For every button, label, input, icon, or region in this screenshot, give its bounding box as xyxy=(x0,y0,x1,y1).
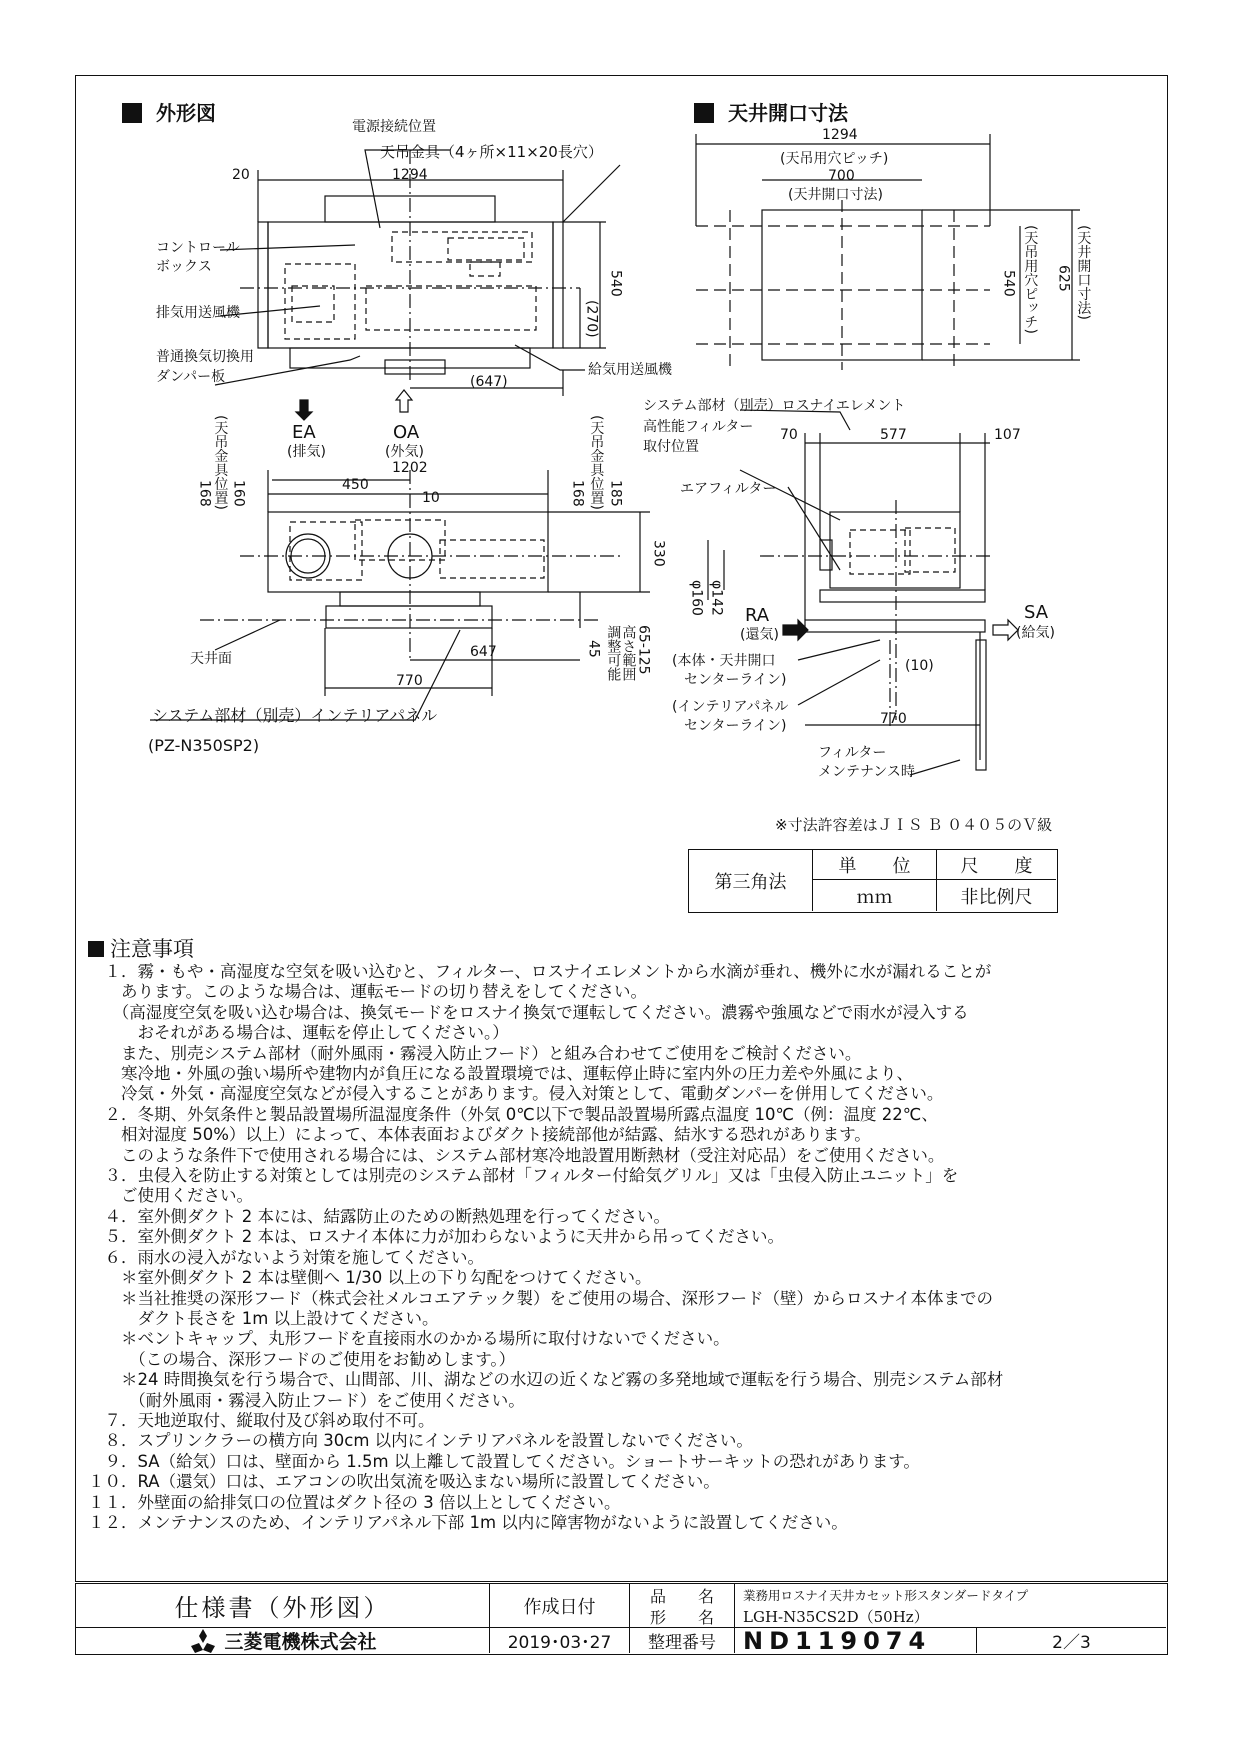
notes-list xyxy=(88,962,1158,1533)
scale-value: 非比例尺 xyxy=(960,886,1033,908)
label-center1-b: センターライン) xyxy=(684,672,787,688)
notes-section xyxy=(88,936,1158,1533)
dim-160: 160 xyxy=(230,480,247,507)
label-supply-fan: 給気用送風機 xyxy=(588,362,672,378)
dim-450: 450 xyxy=(342,477,369,493)
unit-side-outline xyxy=(830,512,960,588)
label-system-element: システム部材（別売）ロスナイエレメント xyxy=(643,398,906,414)
label-adjust-2: 高さ範囲 xyxy=(620,625,637,681)
label-control-box-1: コントロール xyxy=(156,240,240,256)
note-line: 相対湿度 50%）以上）によって、本体表面およびダクト接続部他が結露、結氷する恐れがあります。 xyxy=(88,1125,871,1145)
note-line: １１．外壁面の給排気口の位置はダクト径の 3 倍以上としてください。 xyxy=(88,1492,621,1512)
note-line: ２．冬期、外気条件と製品設置場所温湿度条件（外気 0℃以下で製品設置場所露点温度 10℃（例：温度 22℃、 xyxy=(88,1104,938,1124)
label-maint-1: フィルター xyxy=(818,745,887,761)
label-hanger-pos-left: (天吊金具位置) xyxy=(212,415,229,510)
note-line: ５．室外側ダクト 2 本は、ロスナイ本体に力が加わらないように天井から吊ってください。 xyxy=(88,1227,785,1247)
title-block xyxy=(75,1583,1168,1655)
label-hanger-pos-right: (天吊金具位置) xyxy=(588,415,605,510)
dim-540-ceiling: 540 xyxy=(1000,270,1017,297)
section-ceiling-title: 天井開口寸法 xyxy=(728,101,848,125)
dim-168-right: 168 xyxy=(569,480,586,507)
label-opening: (天井開口寸法) xyxy=(788,187,883,203)
note-line: （この場合、深形フードのご使用をお勧めします。） xyxy=(88,1349,516,1369)
dim-107: 107 xyxy=(994,427,1021,443)
label-filter-2: 取付位置 xyxy=(643,439,699,455)
product-name: 業務用ロスナイ天井カセット形スタンダードタイプ xyxy=(743,1588,1029,1603)
label-ra-sub: (還気) xyxy=(740,627,779,643)
note-line: ご使用ください。 xyxy=(88,1186,253,1206)
note-line: １０．RA（還気）口は、エアコンの吹出気流を吸込まない場所に設置してください。 xyxy=(88,1472,720,1492)
dim-700: 700 xyxy=(828,168,855,184)
note-line: ＊24 時間換気を行う場合で、山間部、川、湖などの水辺の近くなど霧の多発地域で運転を行う場合、別売システム部材 xyxy=(88,1370,1004,1390)
note-line: あります。このような場合は、運転モードの切り替えをしてください。 xyxy=(88,982,648,1002)
label-center2-b: センターライン) xyxy=(684,718,787,734)
dim-1294-ceiling: 1294 xyxy=(822,127,858,143)
square-bullet-icon xyxy=(694,103,714,123)
projection-table xyxy=(688,849,1058,913)
note-line: ４．室外側ダクト 2 本には、結露防止のための断熱処理を行ってください。 xyxy=(88,1206,670,1226)
unit-header: 単 位 xyxy=(813,850,937,880)
dim-168-left: 168 xyxy=(196,480,213,507)
label-sa-sub: (給気) xyxy=(1016,625,1055,641)
scale-header: 尺 度 xyxy=(937,850,1056,880)
section-outline-title: 外形図 xyxy=(156,101,216,125)
section-outline-header xyxy=(122,97,216,126)
ref-label: 整理番号 xyxy=(630,1628,735,1653)
note-line: 冷気・外気・高湿度空気などが侵入することがあります。侵入対策として、電動ダンパーを併用してください。 xyxy=(88,1084,944,1104)
dim-577: 577 xyxy=(880,427,907,443)
doc-title: 仕様書（外形図） xyxy=(76,1584,490,1628)
label-sa: SA xyxy=(1024,602,1049,623)
dim-270: (270) xyxy=(583,300,600,338)
dim-20: 20 xyxy=(232,167,250,183)
note-line: おそれがある場合は、運転を停止してください。） xyxy=(88,1023,509,1043)
note-line: １２．メンテナンスのため、インテリアパネル下部 1m 以内に障害物がないように設置してください。 xyxy=(88,1512,848,1532)
dim-625: 625 xyxy=(1055,265,1072,292)
label-ra: RA xyxy=(745,605,770,626)
date-value: 2019･03･27 xyxy=(490,1628,630,1653)
dim-647-paren: (647) xyxy=(470,374,508,390)
note-line: ８．スプリンクラーの横方向 30cm 以内にインテリアパネルを設置しないでください。 xyxy=(88,1431,753,1451)
company-name: 三菱電機株式会社 xyxy=(224,1631,377,1653)
date-label: 作成日付 xyxy=(490,1584,630,1628)
dim-10: 10 xyxy=(422,490,440,506)
ref-number: ND119074 xyxy=(735,1628,977,1653)
label-damper-1: 普通換気切換用 xyxy=(156,349,254,365)
label-exhaust-fan: 排気用送風機 xyxy=(156,305,240,321)
label-air-filter: エアフィルター xyxy=(680,481,777,497)
label-power-pos: 電源接続位置 xyxy=(352,119,436,135)
model-number: LGH-N35CS2D（50Hz） xyxy=(735,1606,1166,1628)
label-control-box-2: ボックス xyxy=(156,259,212,275)
product-name-label: 品 名 xyxy=(630,1584,735,1606)
note-line: このような条件下で使用される場合には、システム部材寒冷地設置用断熱材（受注対応品）をご使用ください。 xyxy=(88,1145,945,1165)
label-hanger: 天吊金具（4ヶ所×11×20長穴） xyxy=(380,143,603,161)
dim-647-front: 647 xyxy=(470,644,497,660)
mitsubishi-logo-icon xyxy=(188,1629,218,1653)
square-bullet-icon xyxy=(122,103,142,123)
dim-770-side: 770 xyxy=(880,711,907,727)
label-damper-2: ダンパー板 xyxy=(156,369,226,385)
label-range: 65-125 xyxy=(635,625,652,675)
label-panel: システム部材（別売）インテリアパネル xyxy=(152,706,438,725)
label-pitch: (天吊用穴ピッチ) xyxy=(780,151,889,167)
square-bullet-icon xyxy=(88,941,104,957)
model-label: 形 名 xyxy=(630,1606,735,1628)
dim-10-paren: (10) xyxy=(905,658,934,674)
label-ceiling-face: 天井面 xyxy=(190,651,232,667)
label-center2-a: (インテリアパネル xyxy=(672,699,789,715)
note-line: ７．天地逆取付、縦取付及び斜め取付不可。 xyxy=(88,1410,435,1430)
dim-330: 330 xyxy=(650,540,667,567)
page-number: 2／3 xyxy=(1052,1633,1091,1653)
dim-45: 45 xyxy=(585,640,602,658)
note-line: ３．虫侵入を防止する対策としては別売のシステム部材「フィルター付給気グリル」又は「虫侵入防止ユニット」を xyxy=(88,1166,959,1186)
label-pitch-v: (天吊用穴ピッチ) xyxy=(1022,225,1039,334)
dim-1202: 1202 xyxy=(392,460,428,476)
dim-70: 70 xyxy=(780,427,798,443)
note-line: ＊室外側ダクト 2 本は壁側へ 1/30 以上の下り勾配をつけてください。 xyxy=(88,1268,652,1288)
label-maint-2: メンテナンス時 xyxy=(818,764,915,780)
label-ea-sub: (排気) xyxy=(287,444,326,460)
dim-phi142: φ142 xyxy=(708,580,725,616)
label-oa: OA xyxy=(393,422,420,443)
label-opening-v: (天井開口寸法) xyxy=(1075,225,1092,320)
note-line: ６．雨水の浸入がないよう対策を施してください。 xyxy=(88,1247,484,1267)
note-line: １．霧・もや・高湿度な空気を吸い込むと、フィルター、ロスナイエレメントから水滴が垂れ、機外に水が漏れることが xyxy=(88,962,992,981)
label-center1-a: (本体・天井開口 xyxy=(672,653,776,669)
section-ceiling-header xyxy=(694,97,848,126)
tolerance-note: ※寸法許容差はＪＩＳ Ｂ ０４０５のＶ級 xyxy=(775,816,1053,834)
note-line: ダクト長さを 1m 以上設けてください。 xyxy=(88,1308,439,1328)
dim-185: 185 xyxy=(607,480,624,507)
dim-540-top: 540 xyxy=(607,270,624,297)
note-line: 寒冷地・外風の強い場所や建物内が負圧になる設置環境では、運転停止時に室内外の圧力差や外風により、 xyxy=(88,1064,913,1084)
dim-770-front: 770 xyxy=(396,673,423,689)
note-line: また、別売システム部材（耐外風雨・霧浸入防止フード）と組み合わせてご使用をご検討ください。 xyxy=(88,1043,862,1063)
note-line: ＊当社推奨の深形フード（株式会社メルコエアテック製）をご使用の場合、深形フード（壁）からロスナイ本体までの xyxy=(88,1288,994,1308)
dim-1294-top: 1294 xyxy=(392,167,428,183)
company-block xyxy=(76,1628,490,1653)
note-line: ９．SA（給気）口は、壁面から 1.5m 以上離して設置してください。ショートサーキットの恐れがあります。 xyxy=(88,1451,920,1471)
note-line: （耐外風雨・霧浸入防止フード）をご使用ください。 xyxy=(88,1390,525,1410)
label-ea: EA xyxy=(292,422,316,443)
notes-heading: 注意事項 xyxy=(88,936,1158,962)
label-oa-sub: (外気) xyxy=(385,444,424,460)
dim-phi160: φ160 xyxy=(688,580,705,616)
unit-value: ｍｍ xyxy=(813,880,937,911)
label-adjust: 調整可能 xyxy=(605,625,622,681)
label-panel-model: (PZ-N350SP2) xyxy=(148,736,260,755)
note-line: ＊ベントキャップ、丸形フードを直接雨水のかかる場所に取付けないでください。 xyxy=(88,1329,730,1349)
label-filter-1: 高性能フィルター xyxy=(643,419,754,435)
note-line: （高湿度空気を吸い込む場合は、換気モードをロスナイ換気で運転してください。濃霧や強風などで雨水が浸入する xyxy=(88,1002,969,1022)
projection-method: 第三角法 xyxy=(689,850,813,911)
